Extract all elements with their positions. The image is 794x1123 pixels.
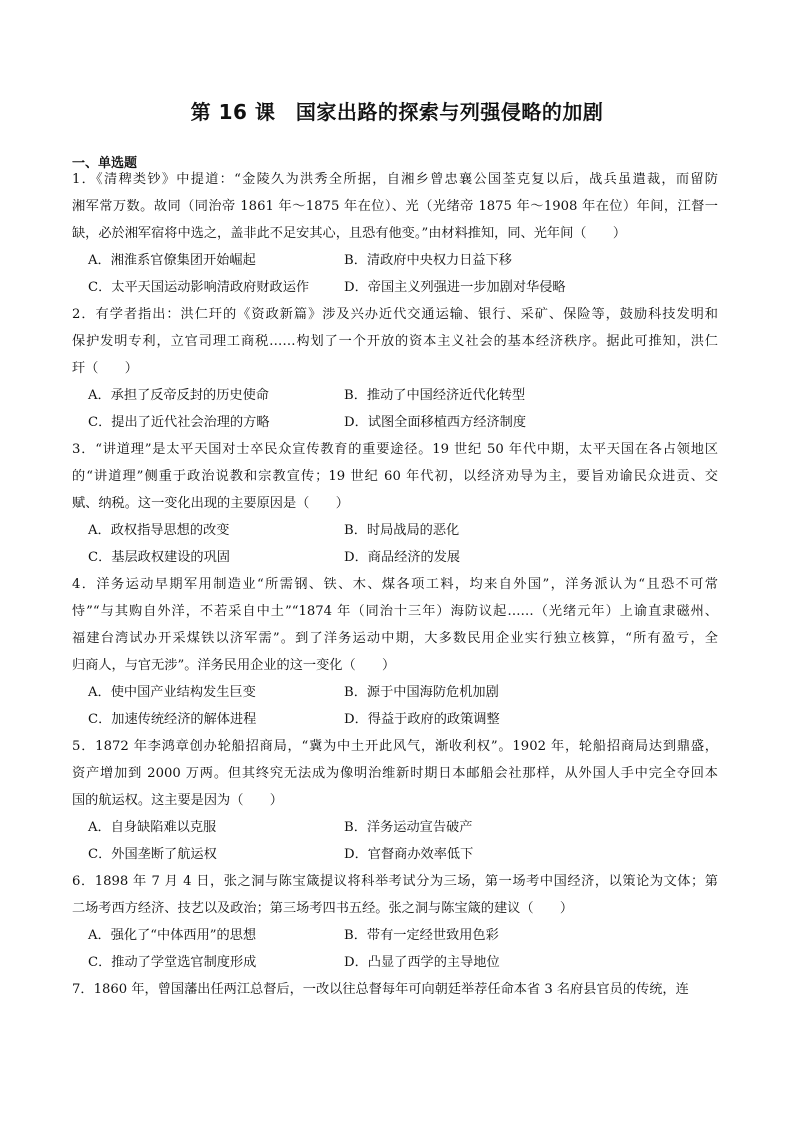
answer-option-a[interactable]: A．强化了“中体西用”的思想 (88, 928, 257, 943)
answer-options (88, 679, 718, 733)
answer-option-a[interactable]: A．湘淮系官僚集团开始崛起 (88, 253, 256, 268)
question-stem-line: 资产增加到 2000 万两。但其终究无法成为像明治维新时期日本邮船会社那样，从外国人手中完全夺回本 (72, 766, 718, 781)
question-stem-line: 1．《清稗类钞》中提道：“金陵久为洪秀全所据，自湘乡曾忠襄公国荃克复以后，战兵虽遣裁，而留防 (72, 172, 718, 187)
question-stem-line: 归商人，与官无涉”。洋务民用企业的这一变化（ ） (72, 658, 396, 673)
answer-options (88, 382, 718, 436)
question-6 (72, 868, 718, 976)
answer-option-d[interactable]: D．官督商办效率低下 (344, 847, 474, 862)
question-list (72, 166, 718, 1003)
answer-option-d[interactable]: D．帝国主义列强进一步加剧对华侵略 (344, 280, 566, 295)
question-stem-line: 玕（ ） (72, 361, 138, 376)
answer-option-d[interactable]: D．商品经济的发展 (344, 550, 461, 565)
question-stem-line: 恃”“与其购自外洋，不若采自中土”“1874 年（同治十三年）海防议起……（光绪元年）上谕直隶磁州、 (72, 604, 718, 619)
section-heading: 一、单选题 (72, 156, 138, 171)
answer-option-b[interactable]: B．带有一定经世致用色彩 (344, 928, 499, 943)
answer-option-b[interactable]: B．时局战局的恶化 (344, 523, 460, 538)
answer-option-a[interactable]: A．承担了反帝反封的历史使命 (88, 388, 269, 403)
answer-option-b[interactable]: B．推动了中国经济近代化转型 (344, 388, 526, 403)
answer-option-a[interactable]: A．政权指导思想的改变 (88, 523, 230, 538)
question-stem-line: 5．1872 年李鸿章创办轮船招商局，“冀为中土开此风气，渐收利权”。1902 年，轮船招商局达到鼎盛， (72, 739, 718, 754)
answer-option-d[interactable]: D．凸显了西学的主导地位 (344, 955, 500, 970)
answer-option-c[interactable]: C．太平天国运动影响清政府财政运作 (88, 280, 310, 295)
answer-option-d[interactable]: D．得益于政府的政策调整 (344, 712, 500, 727)
answer-option-c[interactable]: C．外国垄断了航运权 (88, 847, 217, 862)
lesson-title: 第 16 课 国家出路的探索与列强侵略的加剧 (190, 100, 604, 124)
question-7 (72, 976, 718, 1003)
question-stem-line: 4．洋务运动早期军用制造业“所需钢、铁、木、煤各项工料，均来自外国”，洋务派认为“且恐不可常 (72, 577, 718, 592)
question-stem-line: 7．1860 年，曾国藩出任两江总督后，一改以往总督每年可向朝廷举荐任命本省 3 名府县官员的传统，连 (72, 982, 689, 997)
question-stem-line: 的“讲道理”侧重于政治说教和宗教宣传；19 世纪 60 年代初，以经济劝导为主，要旨劝谕民众进贡、交 (72, 469, 718, 484)
question-4 (72, 571, 718, 733)
answer-option-c[interactable]: C．推动了学堂选官制度形成 (88, 955, 257, 970)
question-stem-line: 保护发明专利，立官司理工商税……构划了一个开放的资本主义社会的基本经济秩序。据此可推知，洪仁 (72, 334, 718, 349)
question-stem-line: 二场考西方经济、技艺以及政治；第三场考四书五经。张之洞与陈宝箴的建议（ ） (72, 901, 574, 916)
answer-options (88, 247, 718, 301)
question-stem-line: 国的航运权。这主要是因为（ ） (72, 793, 283, 808)
question-1 (72, 166, 718, 301)
question-stem-line: 3．“讲道理”是太平天国对士卒民众宣传教育的重要途径。19 世纪 50 年代中期，太平天国在各占领地区 (72, 442, 718, 457)
answer-option-c[interactable]: C．基层政权建设的巩固 (88, 550, 230, 565)
question-2 (72, 301, 718, 436)
question-stem-line: 缺，必於湘军宿将中选之，盖非此不足安其心，且恐有他变。”由材料推知，同、光年间（ ） (72, 226, 627, 241)
answer-option-b[interactable]: B．清政府中央权力日益下移 (344, 253, 512, 268)
answer-option-c[interactable]: C．加速传统经济的解体进程 (88, 712, 257, 727)
answer-option-a[interactable]: A．自身缺陷难以克服 (88, 820, 217, 835)
answer-options (88, 814, 718, 868)
question-stem-line: 福建台湾试办开采煤铁以济军需”。到了洋务运动中期，大多数民用企业实行独立核算，“所有盈亏，全 (72, 631, 718, 646)
answer-options (88, 517, 718, 571)
answer-option-b[interactable]: B．洋务运动宣告破产 (344, 820, 473, 835)
question-stem-line: 2．有学者指出：洪仁玕的《资政新篇》涉及兴办近代交通运输、银行、采矿、保险等，鼓励科技发明和 (72, 307, 718, 322)
question-3 (72, 436, 718, 571)
question-stem-line: 湘军常万数。故同（同治帝 1861 年～1875 年在位）、光（光绪帝 1875 年～1908 年在位）年间，江督一 (72, 199, 718, 214)
answer-option-d[interactable]: D．试图全面移植西方经济制度 (344, 415, 527, 430)
answer-option-c[interactable]: C．提出了近代社会治理的方略 (88, 415, 270, 430)
question-stem-line: 赋、纳税。这一变化出现的主要原因是（ ） (72, 496, 349, 511)
answer-options (88, 922, 718, 976)
question-5 (72, 733, 718, 868)
answer-option-b[interactable]: B．源于中国海防危机加剧 (344, 685, 499, 700)
question-stem-line: 6．1898 年 7 月 4 日，张之洞与陈宝箴提议将科举考试分为三场，第一场考中国经济，以策论为文体；第 (72, 874, 718, 889)
answer-option-a[interactable]: A．使中国产业结构发生巨变 (88, 685, 256, 700)
